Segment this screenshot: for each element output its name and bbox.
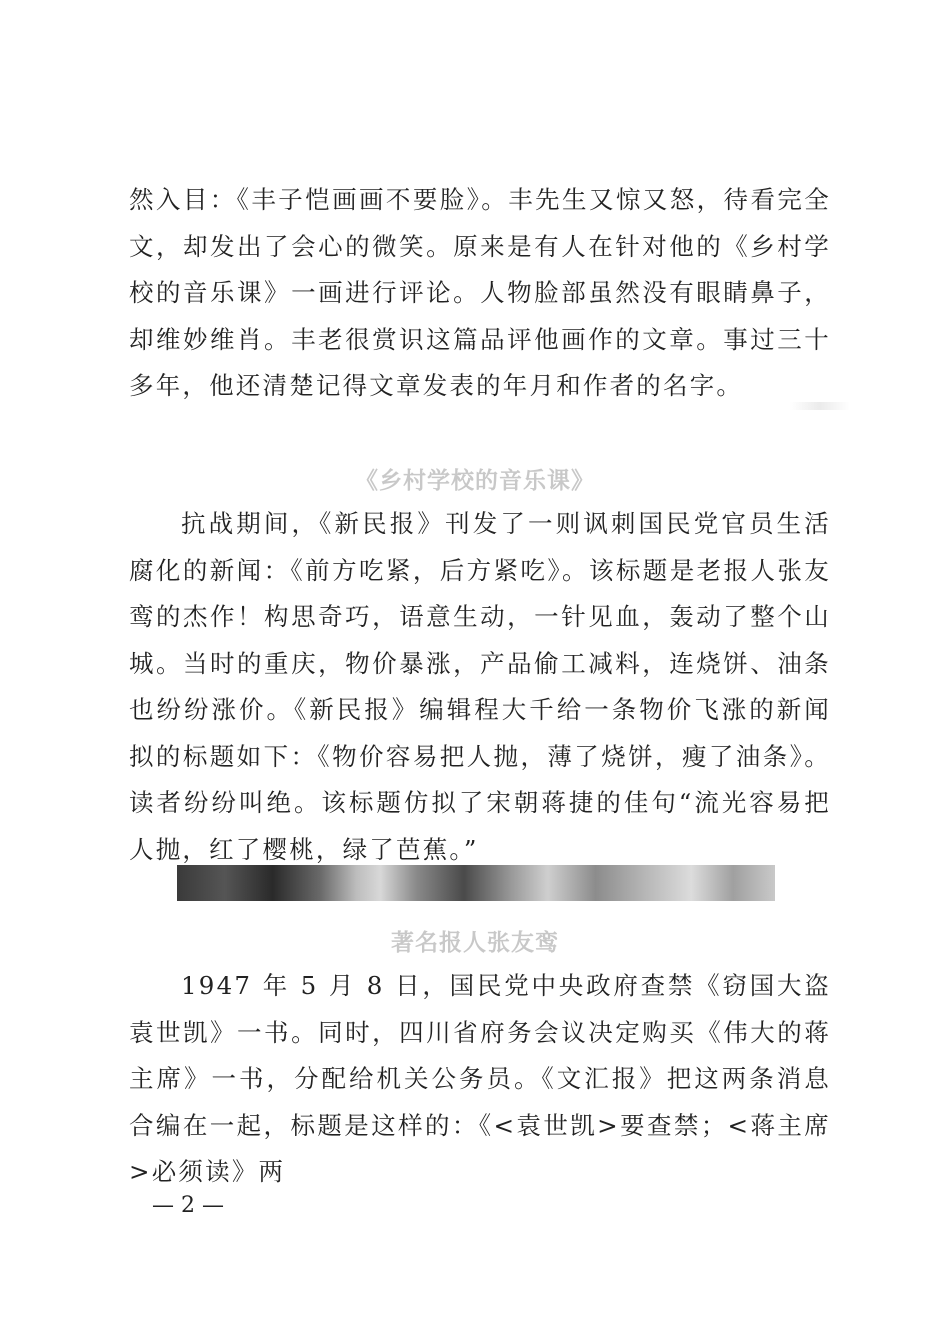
photo-strip [177,865,775,901]
image-remnant [790,402,850,410]
image-caption-music-lesson: 《乡村学校的音乐课》 [355,467,595,494]
image-caption-zhang-youluan: 著名报人张友鸾 [391,929,559,956]
paragraph-3: 1947 年 5 月 8 日，国民党中央政府查禁《窃国大盗袁世凯》一书。同时，四川省府务会议决定购买《伟大的蒋主席》一书，分配给机关公务员。《文汇报》把这两条消息合编在一起，标题是这样的：《<袁世凯>要查禁；<蒋主席>必须读》两 [129,971,831,1186]
paragraph-2: 抗战期间，《新民报》刊发了一则讽刺国民党官员生活腐化的新闻：《前方吃紧，后方紧吃》。该标题是老报人张友鸾的杰作！构思奇巧，语意生动，一针见血，轰动了整个山城。当时的重庆，物价暴涨，产品偷工减料，连烧饼、油条也纷纷涨价。《新民报》编辑程大千给一条物价飞涨的新闻拟的标题如下：《物价容易把人抛，薄了烧饼，瘦了油条》。读者纷纷叫绝。该标题仿拟了宋朝蒋捷的佳句“流光容易把人抛，红了樱桃，绿了芭蕉。” [129,509,831,864]
page-number: — 2 — [152,1193,224,1218]
paragraph-1: 然入目：《丰子恺画画不要脸》。丰先生又惊又怒，待看完全文，却发出了会心的微笑。原来是有人在针对他的《乡村学校的音乐课》一画进行评论。人物脸部虽然没有眼睛鼻子，却维妙维肖。丰老很赏识这篇品评他画作的文章。事过三十多年，他还清楚记得文章发表的年月和作者的名字。 [129,185,831,400]
